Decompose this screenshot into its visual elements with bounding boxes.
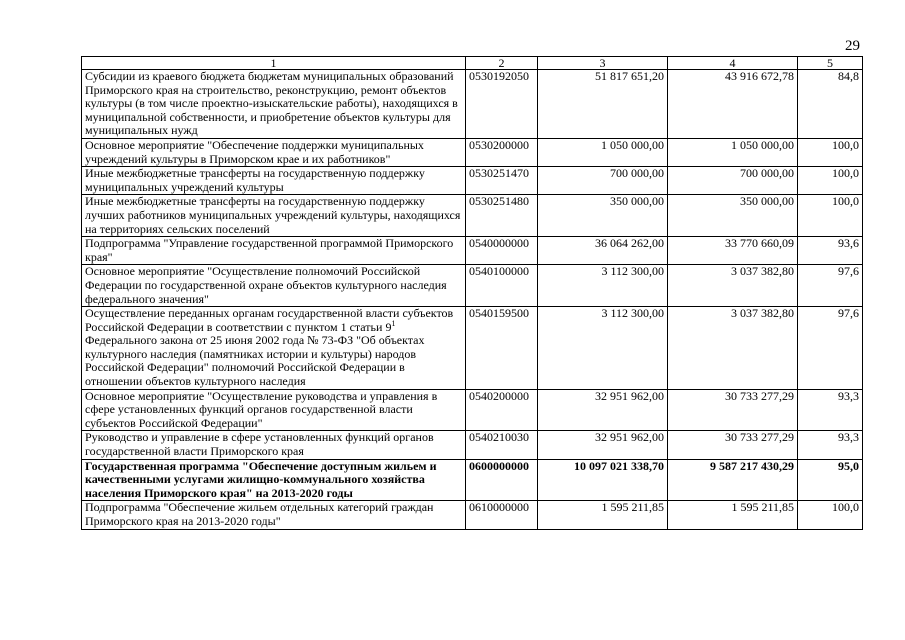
row-plan: 51 817 651,20	[538, 70, 668, 139]
row-name: Иные межбюджетные трансферты на государственную поддержку лучших работников муниципальных учреждений культуры, находящихся на территориях сельских поселений	[82, 195, 466, 237]
row-code: 0540159500	[466, 307, 538, 390]
table-row	[82, 307, 863, 390]
table-row	[82, 265, 863, 307]
row-percent: 100,0	[798, 501, 863, 529]
table-header-row	[82, 57, 863, 70]
row-name-part: Осуществление переданных органам государственной власти субъектов Российской Федерации в соответствии с пунктом 1 статьи 9	[85, 306, 454, 334]
row-percent: 100,0	[798, 167, 863, 195]
column-header-2: 2	[466, 57, 538, 70]
page-number: 29	[845, 38, 860, 54]
table-row	[82, 70, 863, 139]
row-code: 0610000000	[466, 501, 538, 529]
table-row	[82, 167, 863, 195]
row-percent: 100,0	[798, 195, 863, 237]
row-plan: 350 000,00	[538, 195, 668, 237]
row-name: Субсидии из краевого бюджета бюджетам муниципальных образований Приморского края на строительство, реконструкцию, ремонт объектов культуры (в том числе проектно-изыскательские работы), находящихся в муниципальной собственности, и приобретение объектов культуры для муниципальных нужд	[82, 70, 466, 139]
column-header-5: 5	[798, 57, 863, 70]
row-plan: 32 951 962,00	[538, 431, 668, 459]
row-plan: 3 112 300,00	[538, 265, 668, 307]
row-actual: 700 000,00	[668, 167, 798, 195]
row-plan: 3 112 300,00	[538, 307, 668, 390]
table-row	[82, 237, 863, 265]
row-name-part: Федерального закона от 25 июня 2002 года № 73-ФЗ "Об объектах культурного наследия (памятниках истории и культуры) народов Российской Федерации" полномочий Российской Федерации в отношении объектов культурного наследия	[85, 333, 425, 389]
column-header-1: 1	[82, 57, 466, 70]
row-plan: 1 050 000,00	[538, 138, 668, 166]
row-actual: 43 916 672,78	[668, 70, 798, 139]
budget-execution-table	[81, 56, 863, 530]
table-row	[82, 138, 863, 166]
row-actual: 3 037 382,80	[668, 307, 798, 390]
row-percent: 95,0	[798, 459, 863, 501]
row-name: Основное мероприятие "Осуществление руководства и управления в сфере установленных функций органов государственной власти субъектов Российской Федерации"	[82, 389, 466, 431]
row-name: Руководство и управление в сфере установленных функций органов государственной власти Приморского края	[82, 431, 466, 459]
row-code: 0540100000	[466, 265, 538, 307]
row-plan: 36 064 262,00	[538, 237, 668, 265]
row-code: 0600000000	[466, 459, 538, 501]
row-code: 0530251480	[466, 195, 538, 237]
row-actual: 33 770 660,09	[668, 237, 798, 265]
table-row	[82, 389, 863, 431]
row-actual: 30 733 277,29	[668, 431, 798, 459]
row-plan: 10 097 021 338,70	[538, 459, 668, 501]
row-actual: 3 037 382,80	[668, 265, 798, 307]
row-percent: 93,6	[798, 237, 863, 265]
row-name: Основное мероприятие "Осуществление полномочий Российской Федерации по государственной охране объектов культурного наследия федерального значения"	[82, 265, 466, 307]
table-row	[82, 501, 863, 529]
superscript: 1	[391, 318, 396, 328]
row-name: Государственная программа "Обеспечение доступным жильем и качественными услугами жилищно-коммунального хозяйства населения Приморского края" на 2013-2020 годы	[82, 459, 466, 501]
row-name: Подпрограмма "Обеспечение жильем отдельных категорий граждан Приморского края на 2013-2020 годы"	[82, 501, 466, 529]
row-percent: 84,8	[798, 70, 863, 139]
row-code: 0540000000	[466, 237, 538, 265]
row-code: 0540200000	[466, 389, 538, 431]
row-name: Подпрограмма "Управление государственной программой Приморского края"	[82, 237, 466, 265]
row-name: Иные межбюджетные трансферты на государственную поддержку муниципальных учреждений культуры	[82, 167, 466, 195]
row-name: Основное мероприятие "Обеспечение поддержки муниципальных учреждений культуры в Приморском крае и их работников"	[82, 138, 466, 166]
row-percent: 97,6	[798, 265, 863, 307]
table-row	[82, 459, 863, 501]
row-actual: 1 595 211,85	[668, 501, 798, 529]
column-header-3: 3	[538, 57, 668, 70]
row-percent: 100,0	[798, 138, 863, 166]
table-row	[82, 195, 863, 237]
row-code: 0530251470	[466, 167, 538, 195]
row-actual: 350 000,00	[668, 195, 798, 237]
row-percent: 93,3	[798, 431, 863, 459]
row-code: 0530200000	[466, 138, 538, 166]
row-actual: 30 733 277,29	[668, 389, 798, 431]
row-actual: 1 050 000,00	[668, 138, 798, 166]
row-percent: 97,6	[798, 307, 863, 390]
column-header-4: 4	[668, 57, 798, 70]
row-name	[82, 307, 466, 390]
table-row	[82, 431, 863, 459]
row-actual: 9 587 217 430,29	[668, 459, 798, 501]
row-code: 0530192050	[466, 70, 538, 139]
row-plan: 32 951 962,00	[538, 389, 668, 431]
row-plan: 700 000,00	[538, 167, 668, 195]
row-code: 0540210030	[466, 431, 538, 459]
row-percent: 93,3	[798, 389, 863, 431]
row-plan: 1 595 211,85	[538, 501, 668, 529]
